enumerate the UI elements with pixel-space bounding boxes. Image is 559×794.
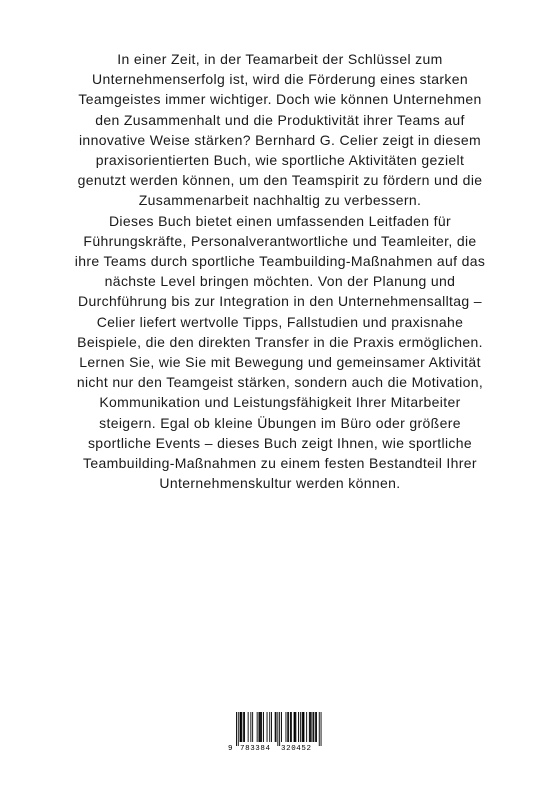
barcode-guard-bar [321,712,322,746]
barcode-bar [300,712,301,742]
barcode-bar [302,712,303,742]
barcode-bar [276,712,277,742]
barcode-bar [281,712,282,742]
barcode-bar [248,712,249,742]
barcode-bar [294,712,295,742]
barcode-bar [304,712,305,742]
barcode-bar [271,712,272,742]
isbn-barcode [228,712,328,758]
barcode-bar [295,712,296,742]
barcode-bar [316,712,317,742]
blurb-paragraph-2: Dieses Buch bietet einen umfassenden Leitfaden für Führungskräfte, Personalverantwortliche und Teamleiter, die ihre Teams durch sportliche Teambuilding-Maßnahmen auf das nächste Level bringen möchten. Von der Planung und Durchführung bis zur Integration in den Unternehmensalltag – Celier liefert wertvolle Tipps, Fallstudien und praxisnahe Beispiele, die den direkten Transfer in die Praxis ermöglichen. [74,212,486,350]
barcode-guard-bar [238,712,239,746]
barcode-bars [228,712,328,746]
barcode-bar [309,712,310,742]
barcode-guard-bar [279,712,280,746]
barcode-bar [313,712,314,742]
barcode-bar [241,712,242,742]
barcode-bar [310,712,311,742]
barcode-bar [290,712,291,742]
back-cover-blurb [74,49,486,493]
barcode-bar [275,712,276,742]
barcode-bar [286,712,287,742]
barcode-first-digit: 9 [228,745,234,753]
barcode-bar [269,712,270,742]
blurb-paragraph-1: In einer Zeit, in der Teamarbeit der Schlüssel zum Unternehmenserfolg ist, wird die Förderung eines starken Teamgeistes immer wichtiger. Doch wie können Unternehmen den Zusammenhalt und die Produktivität ihrer Teams auf innovative Weise stärken? Bernhard G. Celier zeigt in diesem praxisorientierten Buch, wie sportliche Aktivitäten gezielt genutzt werden können, um den Teamspirit zu fördern und die Zusammenarbeit nachhaltig zu verbessern. [77,51,483,209]
barcode-bar [313,712,314,742]
barcode-bar [306,712,307,742]
barcode-guard-bar [319,712,320,746]
barcode-bar [263,712,264,742]
barcode-bar [315,712,316,742]
barcode-bar [252,712,253,742]
barcode-guard-bar [236,712,237,746]
barcode-bar [291,712,292,742]
barcode-bar [259,712,260,742]
barcode-bar [250,712,251,742]
barcode-bar [303,712,304,742]
barcode-bar [261,712,262,742]
barcode-bar [241,712,242,742]
barcode-bar [267,712,268,742]
barcode-bar [298,712,299,742]
barcode-bar [259,712,260,742]
barcode-bar [257,712,258,742]
barcode-bar [243,712,244,742]
barcode-bar [287,712,288,742]
barcode-bar [240,712,241,742]
barcode-left-digits: 783384 [240,745,271,753]
barcode-right-digits: 320452 [281,745,312,753]
barcode-bar [288,712,289,742]
barcode-bar [260,712,261,742]
barcode-guard-bar [277,712,278,746]
barcode-bar [295,712,296,742]
blurb-paragraph-3: Lernen Sie, wie Sie mit Bewegung und gemeinsamer Aktivität nicht nur den Teamgeist stärken, sondern auch die Motivation, Kommunikation und Leistungsfähigkeit Ihrer Mitarbeiter steigern. Egal ob kleine Übungen im Büro oder größere sportliche Events – dieses Buch zeigt Ihnen, wie sportliche Teambuilding-Maßnahmen zu einem festen Bestandteil Ihrer Unternehmenskultur werden können. [76,354,484,492]
barcode-bar [244,712,245,742]
barcode-bar [311,712,312,742]
